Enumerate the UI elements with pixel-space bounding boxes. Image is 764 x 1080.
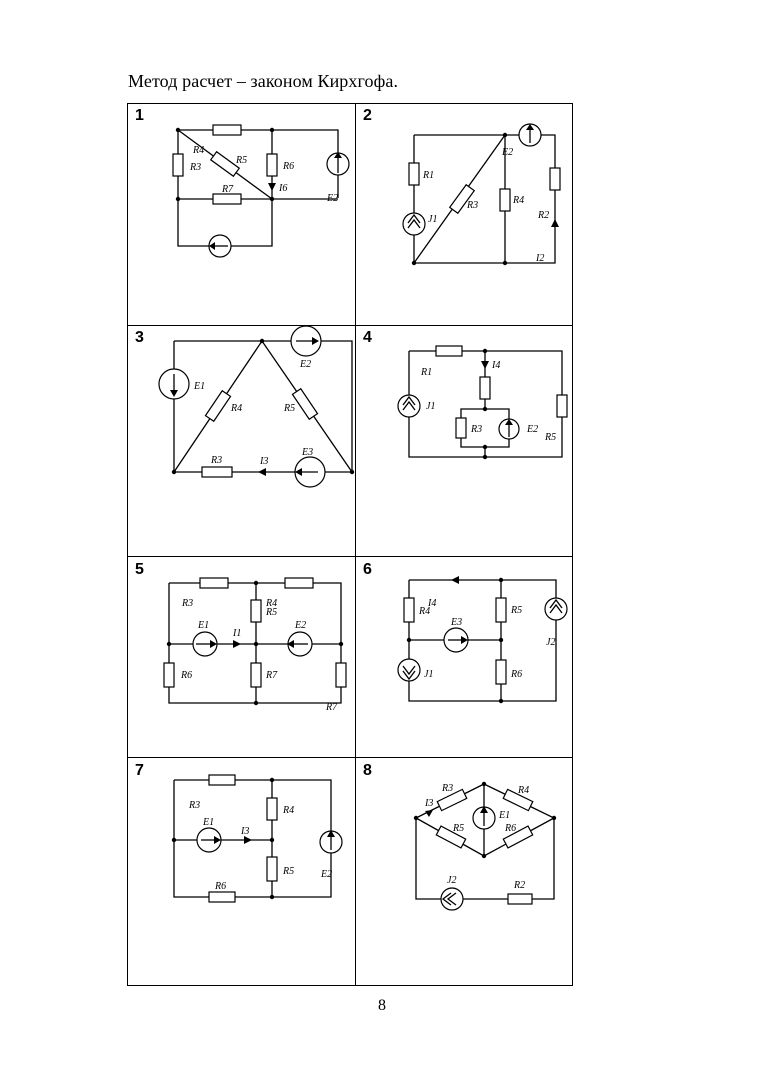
resistor-r6	[267, 154, 277, 176]
resistor-r6	[209, 892, 235, 902]
circuit-3	[159, 326, 354, 487]
circuit-5	[164, 578, 346, 713]
page-number: 8	[378, 997, 386, 1014]
cell-number-1: 1	[135, 107, 144, 124]
label-r7: R7	[222, 184, 234, 195]
resistor-r6	[164, 663, 174, 687]
label-e2: E2	[300, 359, 312, 370]
resistor-top	[209, 775, 235, 785]
label-r1: R1	[421, 367, 433, 378]
current-source-icon	[403, 213, 425, 235]
resistor-r4	[500, 189, 510, 211]
label-i4: I4	[428, 598, 437, 609]
resistor-r4	[480, 377, 490, 399]
resistor-right	[336, 663, 346, 687]
label-r5: R5	[236, 155, 248, 166]
label-r5: R5	[453, 823, 465, 834]
label-r6: R6	[283, 161, 295, 172]
label-r5: R5	[284, 403, 296, 414]
resistor-r7	[251, 663, 261, 687]
resistor-r5	[496, 598, 506, 622]
resistor-r5	[211, 152, 240, 177]
resistor-r5	[267, 857, 277, 881]
label-e1: E1	[194, 381, 206, 392]
circuit-6	[398, 576, 567, 703]
current-source-icon	[398, 395, 420, 417]
resistor-r4	[205, 391, 230, 421]
circuit-1	[173, 125, 349, 257]
label-r4: R4	[193, 145, 205, 156]
current-source-icon	[545, 598, 567, 620]
label-i3: I3	[260, 456, 269, 467]
page-heading: Метод расчет – законом Кирхгофа.	[128, 71, 399, 91]
label-r5: R5	[511, 605, 523, 616]
cell-number-6: 6	[363, 561, 372, 578]
label-i3: I3	[241, 826, 250, 837]
label-r7-right: R7	[326, 702, 338, 713]
label-e3: E3	[451, 617, 463, 628]
label-i1: I1	[233, 628, 242, 639]
label-r6: R6	[511, 669, 523, 680]
resistor-r3	[200, 578, 228, 588]
label-e: E2	[327, 193, 339, 204]
circuit-7	[172, 775, 342, 902]
label-e1: E1	[499, 810, 511, 821]
resistor-r6	[496, 660, 506, 684]
label-r3: R3	[442, 783, 454, 794]
label-r4: R4	[513, 195, 525, 206]
label-e3: E3	[302, 447, 314, 458]
label-i2: I2	[536, 253, 545, 264]
label-j1: J1	[424, 669, 434, 680]
label-i6: I6	[279, 183, 288, 194]
label-r2: R2	[538, 210, 550, 221]
resistor-top	[436, 346, 462, 356]
label-r4: R4	[518, 785, 530, 796]
resistor-r3	[173, 154, 183, 176]
label-i3: I3	[425, 798, 434, 809]
label-j2: J2	[447, 875, 457, 886]
label-j1: J1	[428, 214, 438, 225]
label-e1: E1	[198, 620, 210, 631]
circuit-8	[414, 782, 556, 910]
label-r5: R5	[283, 866, 295, 877]
label-r1: R1	[423, 170, 435, 181]
resistor-r5	[557, 395, 567, 417]
resistor-r7	[213, 194, 241, 204]
cell-number-8: 8	[363, 762, 372, 779]
label-r3: R3	[471, 424, 483, 435]
label-e2: E2	[527, 424, 539, 435]
resistor-r2	[508, 894, 532, 904]
label-e2: E2	[502, 147, 514, 158]
circuit-4	[398, 346, 567, 459]
label-r4: R4	[266, 598, 278, 609]
label-r4: R4	[419, 606, 431, 617]
label-r3: R3	[467, 200, 479, 211]
label-r3: R3	[189, 800, 201, 811]
resistor-r1	[409, 163, 419, 185]
cell-number-3: 3	[135, 329, 144, 346]
label-r3: R3	[211, 455, 223, 466]
label-e2: E2	[295, 620, 307, 631]
label-e1: E1	[203, 817, 215, 828]
label-r4: R4	[231, 403, 243, 414]
cell-number-2: 2	[363, 107, 372, 124]
cell-number-7: 7	[135, 762, 144, 779]
label-e2: E2	[321, 869, 333, 880]
resistor-r4	[267, 798, 277, 820]
label-r6: R6	[215, 881, 227, 892]
label-r6: R6	[505, 823, 517, 834]
cell-number-4: 4	[363, 329, 372, 346]
label-r3: R3	[182, 598, 194, 609]
label-r5: R5	[545, 432, 557, 443]
resistor-r2	[550, 168, 560, 190]
label-r2: R2	[514, 880, 526, 891]
label-r3: R3	[190, 162, 202, 173]
resistor-r3	[202, 467, 232, 477]
resistor-top	[213, 125, 241, 135]
label-j2: J2	[546, 637, 556, 648]
current-source-icon	[398, 659, 420, 681]
resistor-r4	[404, 598, 414, 622]
label-j1: J1	[426, 401, 436, 412]
resistor-r4	[251, 600, 261, 622]
circuit-2	[403, 124, 560, 265]
label-r7: R7	[266, 670, 278, 681]
resistor-r3	[456, 418, 466, 438]
label-i4: I4	[492, 360, 501, 371]
label-r4: R4	[283, 805, 295, 816]
cell-number-5: 5	[135, 561, 144, 578]
label-r5: R5	[266, 607, 278, 618]
resistor-top-right	[285, 578, 313, 588]
label-r6: R6	[181, 670, 193, 681]
current-source-icon	[441, 888, 463, 910]
resistor-r5	[292, 389, 317, 419]
